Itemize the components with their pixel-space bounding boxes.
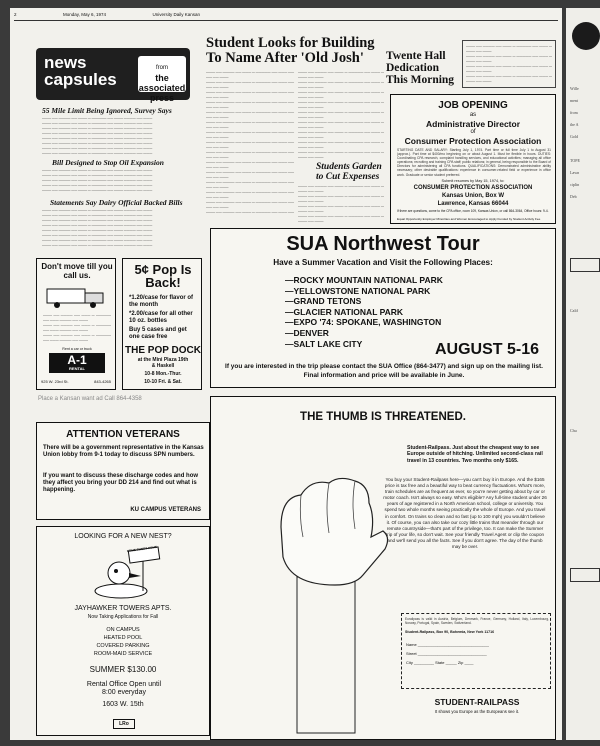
newspaper-page [10, 8, 562, 740]
side-fragment: Calif [570, 308, 578, 313]
job-of: of [470, 129, 476, 135]
source-label: the associated press [138, 73, 186, 103]
adjacent-page-strip [566, 8, 600, 740]
vets-body-1: There will be a government representative in the Kansas Union lobby from 9-1 today to discuss SPN numbers. [43, 445, 204, 458]
paper-name: University Daily Kansan [152, 12, 200, 17]
side-fragment: Lawn [570, 170, 580, 175]
rail-brand-sub: It shows you Europe as the Europeans see it. [434, 709, 520, 714]
sua-place: —DENVER [285, 327, 329, 338]
nest-name: JAYHAWKER TOWERS APTS. [74, 605, 172, 612]
apartments-ad [36, 526, 210, 736]
job-org-name: Consumer Protection Association [404, 136, 542, 146]
sua-footer: If you are interested in the trip please contact the SUA Office (864-3477) and sign up on the mailing list. Final information and price will be available in June. [225, 363, 543, 379]
car-ad-body: ▬▬▬ ▬▬ ▬▬▬▬ ▬▬ ▬▬▬ ▬ ▬▬▬▬▬ ▬▬ ▬▬▬ ▬▬▬▬ ▬▬ ▬▬▬ ▬▬▬ ▬▬ ▬▬▬▬ ▬▬ ▬▬▬ ▬ ▬▬▬▬▬ ▬▬ ▬▬▬ ▬▬▬▬ ▬▬ ▬▬▬ ▬▬▬ ▬▬ ▬▬▬▬ ▬▬ ▬▬▬ ▬ ▬▬▬▬▬ ▬▬ ▬▬▬ ▬▬▬▬ ▬▬ ▬▬▬ ▬▬▬ ▬▬ ▬▬▬▬ ▬▬ ▬▬▬ ▬ ▬▬▬▬▬ [43, 313, 111, 345]
car-rental-ad [36, 258, 116, 390]
car-ad-tag: Rent a car or truck [62, 347, 92, 351]
twente-body: ▬▬▬ ▬▬ ▬▬▬▬ ▬▬ ▬▬▬ ▬ ▬▬▬▬▬ ▬▬ ▬▬▬ ▬▬▬▬ ▬▬ ▬▬▬ ▬▬▬ ▬▬ ▬▬▬▬ ▬▬ ▬▬▬ ▬ ▬▬▬▬▬ ▬▬ ▬▬▬ ▬▬▬▬ ▬▬ ▬▬▬ ▬▬▬ ▬▬ ▬▬▬▬ ▬▬ ▬▬▬ ▬ ▬▬▬▬▬ ▬▬ ▬▬▬ ▬▬▬▬ ▬▬ ▬▬▬ ▬▬▬ ▬▬ ▬▬▬▬ ▬▬ ▬▬▬ ▬ ▬▬▬▬▬ ▬▬ ▬▬▬ ▬▬▬▬ ▬▬ ▬▬▬ [466, 44, 552, 83]
coupon-field-city[interactable]: City _________ State _____ Zip ____ [406, 660, 474, 665]
sua-subtitle: Have a Summer Vacation and Visit the Following Places: [273, 258, 493, 267]
pop-hours-1: 10-8 Mon.-Thur. [144, 371, 182, 377]
sua-dates: AUGUST 5-16 [434, 341, 539, 358]
vets-title: ATTENTION VETERANS [66, 429, 180, 440]
logo-word-news: news [44, 53, 87, 72]
nest-price: SUMMER $130.00 [89, 665, 157, 674]
rail-body: You buy your Student-Railpass here—you can't buy it in Europe. And the $165 price is tax free and a beautiful way to beat currency fluctuations. What's more, train schedules are as frequent as ever, so you're never getting about by car or motor coach. Isn't always so easy. Who's eligible? Any full-time student under 26 years of age registered in a North American school, college or university. You spend two whole months seeing practically the whole of Europe. And you travel in comfort. On trains so clean and so fast (up to 100 mph) you wouldn't believe it. Of course, you can also take our cozy little trains that meander through our remote countryside—that's part of the privilege, too. It can make the Summer trip of your life, so don't wait. See your friendly Travel Agent or clip the coupon and we'll send you all the facts. See if you don't agree. The day of the thumb may be over. [383, 477, 547, 550]
job-contact-org: CONSUMER PROTECTION ASSOCIATION [413, 185, 533, 191]
rail-lead: Student-Railpass. Just about the cheapest way to see Europe outside of hitching. Unlimited second-class rail travel in 13 countries. Two months only $165. [407, 445, 543, 464]
job-details: STARTING DATE AND SALARY: Starting July 1, 1974. Part time or full time July 1 to August 31 (approx.). Part time at $400/mo beginning on or about August 1. Must be flexible in hours. DUTIES: Coordinating CPA research, complaint handling services, and educational activities; managing all office operations; recruiting and training CPA staff; public relations; in general, being responsible to the Board of Directors for administering all CPA functions. QUALIFICATIONS: Demonstrated administrative ability necessary; other desirable qualifications: experience in consumer-related field or experience in office work. Graduate or senior student preferred. [397, 148, 551, 177]
vets-body-2: If you want to discuss these discharge codes and how they affect you bring your DD 214 and find out what is happening. [43, 473, 199, 493]
side-fragment: Chu [570, 428, 577, 433]
job-deadline: Submit resumes by May 15, 1974, to: [441, 179, 505, 183]
sua-place: —SALT LAKE CITY [285, 338, 363, 349]
side-fragment: TOPE [570, 158, 580, 163]
job-note: If there are questions, come to the CPA office, room 109, Kansas Union, or call 864-3064, Office hours: 9-4. [397, 209, 549, 213]
side-box [570, 568, 600, 582]
nest-address: 1603 W. 15th [102, 701, 144, 708]
capsule-body-1: ▬▬▬ ▬▬ ▬▬▬▬ ▬▬ ▬▬▬ ▬ ▬▬▬▬▬ ▬▬ ▬▬▬ ▬▬▬▬ ▬▬ ▬▬▬ ▬▬▬ ▬▬ ▬▬▬▬ ▬▬ ▬▬▬ ▬ ▬▬▬▬▬ ▬▬ ▬▬▬ ▬▬▬▬ ▬▬ ▬▬▬ ▬▬▬ ▬▬ ▬▬▬▬ ▬▬ ▬▬▬ ▬ ▬▬▬▬▬ ▬▬ ▬▬▬ ▬▬▬▬ ▬▬ ▬▬▬ ▬▬▬ ▬▬ ▬▬▬▬ ▬▬ ▬▬▬ ▬ ▬▬▬▬▬ ▬▬ ▬▬▬ ▬▬▬▬ ▬▬ ▬▬▬ ▬▬▬ ▬▬ ▬▬▬▬ ▬▬ ▬▬▬ ▬ ▬▬▬▬▬ ▬▬ ▬▬▬ ▬▬▬▬ ▬▬ ▬▬▬ ▬▬▬ ▬▬ ▬▬▬▬ ▬▬ ▬▬▬ ▬ ▬▬▬▬▬ ▬▬ ▬▬▬ ▬▬▬▬ ▬▬ ▬▬▬ ▬▬▬ ▬▬ ▬▬▬▬ ▬▬ ▬▬▬ ▬ ▬▬▬▬▬ ▬▬ ▬▬▬ ▬▬▬▬ ▬▬ ▬▬▬ ▬▬▬ ▬▬ ▬▬▬▬ ▬▬ ▬▬▬ ▬ ▬▬▬▬▬ ▬▬ ▬▬▬ ▬▬▬▬ ▬▬ ▬▬▬ [42, 116, 153, 155]
sua-title: SUA Northwest Tour [286, 233, 480, 255]
sua-place: —EXPO '74: SPOKANE, WASHINGTON [285, 317, 442, 328]
coupon-fields [406, 640, 489, 667]
capsule-headline-1: 55 Mile Limit Being Ignored, Survey Says [42, 106, 172, 115]
side-fragment: from [570, 110, 578, 115]
side-fragment: ciplin [570, 182, 580, 187]
sua-place: —GLACIER NATIONAL PARK [285, 306, 404, 317]
want-ad-placeholder: Place a Kansan want ad Call 864-4358 [38, 396, 142, 402]
student-railpass-ad [210, 396, 556, 740]
coupon-field-street[interactable]: Street _______________________________ [406, 651, 487, 656]
gardens-body: ▬▬▬ ▬▬ ▬▬▬▬ ▬▬ ▬▬▬ ▬ ▬▬▬▬▬ ▬▬ ▬▬▬ ▬▬▬▬ ▬▬ ▬▬▬ ▬▬▬ ▬▬ ▬▬▬▬ ▬▬ ▬▬▬ ▬ ▬▬▬▬▬ ▬▬ ▬▬▬ ▬▬▬▬ ▬▬ ▬▬▬ ▬▬▬ ▬▬ ▬▬▬▬ ▬▬ ▬▬▬ ▬ ▬▬▬▬▬ ▬▬ ▬▬▬ ▬▬▬▬ ▬▬ ▬▬▬ ▬▬▬ ▬▬ ▬▬▬▬ ▬▬ ▬▬▬ ▬ ▬▬▬▬▬ ▬▬ ▬▬▬ ▬▬▬▬ ▬▬ ▬▬▬ [298, 184, 384, 222]
main-headline: Student Looks for Building To Name After 'Old Josh' [206, 35, 375, 66]
capsule-headline-2: Bill Designed to Stop Oil Expansion [52, 158, 164, 167]
rail-coupon [401, 613, 551, 689]
sua-place: —YELLOWSTONE NATIONAL PARK [285, 285, 431, 296]
car-ad-title: Don't move till you call us. [41, 262, 113, 280]
coupon-field-name[interactable]: Name ________________________________ [406, 642, 489, 647]
pop-location: at the Mini Plaza 19th & Haskell [137, 357, 189, 369]
page-header [14, 12, 200, 17]
sua-place: —GRAND TETONS [285, 296, 362, 307]
page-number: 2 [14, 12, 17, 17]
logo-word-capsules: capsules [44, 70, 117, 89]
sua-place: —ROCKY MOUNTAIN NATIONAL PARK [285, 275, 443, 285]
sua-tour-ad [210, 228, 556, 388]
side-fragment: the A [570, 122, 579, 127]
job-opening-ad [390, 94, 556, 224]
a1-logo [49, 353, 105, 373]
main-story-col-1: ▬▬▬ ▬▬ ▬▬▬▬ ▬▬ ▬▬▬ ▬ ▬▬▬▬▬ ▬▬ ▬▬▬ ▬▬▬▬ ▬▬ ▬▬▬ ▬▬▬ ▬▬ ▬▬▬▬ ▬▬ ▬▬▬ ▬ ▬▬▬▬▬ ▬▬ ▬▬▬ ▬▬▬▬ ▬▬ ▬▬▬ ▬▬▬ ▬▬ ▬▬▬▬ ▬▬ ▬▬▬ ▬ ▬▬▬▬▬ ▬▬ ▬▬▬ ▬▬▬▬ ▬▬ ▬▬▬ ▬▬▬ ▬▬ ▬▬▬▬ ▬▬ ▬▬▬ ▬ ▬▬▬▬▬ ▬▬ ▬▬▬ ▬▬▬▬ ▬▬ ▬▬▬ ▬▬▬ ▬▬ ▬▬▬▬ ▬▬ ▬▬▬ ▬ ▬▬▬▬▬ ▬▬ ▬▬▬ ▬▬▬▬ ▬▬ ▬▬▬ ▬▬▬ ▬▬ ▬▬▬▬ ▬▬ ▬▬▬ ▬ ▬▬▬▬▬ ▬▬ ▬▬▬ ▬▬▬▬ ▬▬ ▬▬▬ ▬▬▬ ▬▬ ▬▬▬▬ ▬▬ ▬▬▬ ▬ ▬▬▬▬▬ ▬▬ ▬▬▬ ▬▬▬▬ ▬▬ ▬▬▬ ▬▬▬ ▬▬ ▬▬▬▬ ▬▬ ▬▬▬ ▬ ▬▬▬▬▬ ▬▬ ▬▬▬ ▬▬▬▬ ▬▬ ▬▬▬ ▬▬▬ ▬▬ ▬▬▬▬ ▬▬ ▬▬▬ ▬ ▬▬▬▬▬ ▬▬ ▬▬▬ ▬▬▬▬ ▬▬ ▬▬▬ ▬▬▬ ▬▬ ▬▬▬▬ ▬▬ ▬▬▬ ▬ ▬▬▬▬▬ ▬▬ ▬▬▬ ▬▬▬▬ ▬▬ ▬▬▬ ▬▬▬ ▬▬ ▬▬▬▬ ▬▬ ▬▬▬ ▬ ▬▬▬▬▬ ▬▬ ▬▬▬ ▬▬▬▬ ▬▬ ▬▬▬ ▬▬▬ ▬▬ ▬▬▬▬ ▬▬ ▬▬▬ ▬ ▬▬▬▬▬ ▬▬ ▬▬▬ ▬▬▬▬ ▬▬ ▬▬▬ ▬▬▬ ▬▬ ▬▬▬▬ ▬▬ ▬▬▬ ▬ ▬▬▬▬▬ ▬▬ ▬▬▬ ▬▬▬▬ ▬▬ ▬▬▬ ▬▬▬ ▬▬ ▬▬▬▬ ▬▬ ▬▬▬ ▬ ▬▬▬▬▬ ▬▬ ▬▬▬ ▬▬▬▬ ▬▬ ▬▬▬ ▬▬▬ ▬▬ ▬▬▬▬ ▬▬ ▬▬▬ ▬ ▬▬▬▬▬ ▬▬ ▬▬▬ ▬▬ [206, 70, 294, 214]
pop-ad-title: 5¢ Pop Is Back! [134, 262, 192, 290]
rail-title: THE THUMB IS THREATENED. [300, 411, 466, 423]
side-fragment: Wille [570, 86, 579, 91]
nest-amenity-4: ROOM-MAID SERVICE [93, 651, 153, 657]
a1-sub: RENTAL [69, 366, 85, 371]
job-title: JOB OPENING [438, 100, 508, 111]
sua-places [285, 275, 443, 349]
issue-date: Monday, May 6, 1974 [63, 12, 106, 17]
gardens-headline: Students Garden to Cut Expenses [316, 162, 382, 182]
job-role: Administrative Director [426, 119, 520, 129]
associated-press-mark [138, 56, 186, 103]
car-ad-address: 925 W. 23rd St. [41, 379, 69, 384]
nest-amenity-2: HEATED POOL [103, 635, 143, 641]
job-as: as [469, 112, 477, 118]
nest-amenity-3: COVERED PARKING [96, 643, 150, 649]
twente-box [462, 40, 556, 88]
pop-item-3: Buy 5 cases and get one case free [129, 327, 187, 340]
car-ad-phone: 843-4265 [94, 379, 111, 384]
nest-office: Rental Office Open until 8:00 everyday [86, 681, 162, 696]
pop-ad [122, 258, 202, 390]
capsule-headline-3: Statements Say Dairy Official Backed Bills [50, 198, 183, 207]
news-capsules-logo [36, 48, 190, 103]
job-addr-2: Lawrence, Kansas 66044 [437, 201, 509, 207]
coupon-address: Student-Railpass, Box 90, Bohemia, New York 11716 [405, 630, 495, 634]
rail-brand: STUDENT-RAILPASS [434, 697, 520, 707]
side-fragment: Gold [570, 134, 578, 139]
thumb-hand-illustration [271, 457, 391, 737]
nest-subtitle: Now Taking Applications for Fall [87, 614, 159, 620]
from-label: from [156, 65, 168, 71]
veterans-ad [36, 422, 210, 520]
truck-icon [45, 285, 109, 309]
vets-signature: KU CAMPUS VETERANS [130, 507, 201, 513]
pop-store-name: THE POP DOCK [125, 345, 201, 356]
side-fragment: ment [570, 98, 578, 103]
nest-logo: LRo [113, 719, 135, 729]
pop-item-2: *2.00/case for all other 10 oz. bottles [129, 311, 193, 324]
capsule-body-2: ▬▬▬ ▬▬ ▬▬▬▬ ▬▬ ▬▬▬ ▬ ▬▬▬▬▬ ▬▬ ▬▬▬ ▬▬▬▬ ▬▬ ▬▬▬ ▬▬▬ ▬▬ ▬▬▬▬ ▬▬ ▬▬▬ ▬ ▬▬▬▬▬ ▬▬ ▬▬▬ ▬▬▬▬ ▬▬ ▬▬▬ ▬▬▬ ▬▬ ▬▬▬▬ ▬▬ ▬▬▬ ▬ ▬▬▬▬▬ ▬▬ ▬▬▬ ▬▬▬▬ ▬▬ ▬▬▬ ▬▬▬ ▬▬ ▬▬▬▬ ▬▬ ▬▬▬ ▬ ▬▬▬▬▬ ▬▬ ▬▬▬ ▬▬▬▬ ▬▬ ▬▬▬ ▬▬▬ ▬▬ ▬▬▬▬ ▬▬ ▬▬▬ ▬ ▬▬▬▬▬ ▬▬ ▬▬▬ ▬▬▬▬ ▬▬ ▬▬▬ [42, 168, 153, 192]
nest-sign-text: HOME SWEET HOME [126, 544, 158, 554]
job-equal-opportunity: Equal Opportunity Employer Minorities and Women Encouraged to Apply Funded by Student Activity Fee [397, 217, 541, 221]
header-rule [14, 20, 558, 21]
side-fragment: Deb [570, 194, 577, 199]
capsule-body-3: ▬▬▬ ▬▬ ▬▬▬▬ ▬▬ ▬▬▬ ▬ ▬▬▬▬▬ ▬▬ ▬▬▬ ▬▬▬▬ ▬▬ ▬▬▬ ▬▬▬ ▬▬ ▬▬▬▬ ▬▬ ▬▬▬ ▬ ▬▬▬▬▬ ▬▬ ▬▬▬ ▬▬▬▬ ▬▬ ▬▬▬ ▬▬▬ ▬▬ ▬▬▬▬ ▬▬ ▬▬▬ ▬ ▬▬▬▬▬ ▬▬ ▬▬▬ ▬▬▬▬ ▬▬ ▬▬▬ ▬▬▬ ▬▬ ▬▬▬▬ ▬▬ ▬▬▬ ▬ ▬▬▬▬▬ ▬▬ ▬▬▬ ▬▬▬▬ ▬▬ ▬▬▬ ▬▬▬ ▬▬ ▬▬▬▬ ▬▬ ▬▬▬ ▬ ▬▬▬▬▬ ▬▬ ▬▬▬ ▬▬▬▬ ▬▬ ▬▬▬ ▬▬▬ ▬▬ ▬▬▬▬ ▬▬ ▬▬▬ ▬ ▬▬▬▬▬ ▬▬ ▬▬▬ ▬▬▬▬ ▬▬ ▬▬▬ ▬▬▬ ▬▬ ▬▬▬▬ ▬▬ ▬▬▬ ▬ ▬▬▬▬▬ ▬▬ ▬▬▬ ▬▬▬▬ ▬▬ ▬▬▬ ▬▬▬ ▬▬ ▬▬▬▬ ▬▬ ▬▬▬ ▬ ▬▬▬▬▬ ▬▬ ▬▬▬ ▬▬▬▬ ▬▬ ▬▬▬ [42, 208, 153, 247]
nest-question: LOOKING FOR A NEW NEST? [74, 533, 172, 540]
main-story-col-2: ▬▬▬ ▬▬ ▬▬▬▬ ▬▬ ▬▬▬ ▬ ▬▬▬▬▬ ▬▬ ▬▬▬ ▬▬▬▬ ▬▬ ▬▬▬ ▬▬▬ ▬▬ ▬▬▬▬ ▬▬ ▬▬▬ ▬ ▬▬▬▬▬ ▬▬ ▬▬▬ ▬▬▬▬ ▬▬ ▬▬▬ ▬▬▬ ▬▬ ▬▬▬▬ ▬▬ ▬▬▬ ▬ ▬▬▬▬▬ ▬▬ ▬▬▬ ▬▬▬▬ ▬▬ ▬▬▬ ▬▬▬ ▬▬ ▬▬▬▬ ▬▬ ▬▬▬ ▬ ▬▬▬▬▬ ▬▬ ▬▬▬ ▬▬▬▬ ▬▬ ▬▬▬ ▬▬▬ ▬▬ ▬▬▬▬ ▬▬ ▬▬▬ ▬ ▬▬▬▬▬ ▬▬ ▬▬▬ ▬▬▬▬ ▬▬ ▬▬▬ ▬▬▬ ▬▬ ▬▬▬▬ ▬▬ ▬▬▬ ▬ ▬▬▬▬▬ ▬▬ ▬▬▬ ▬▬▬▬ ▬▬ ▬▬▬ ▬▬▬ ▬▬ ▬▬▬▬ ▬▬ ▬▬▬ ▬ ▬▬▬▬▬ ▬▬ ▬▬▬ ▬▬▬▬ ▬▬ ▬▬▬ ▬▬▬ ▬▬ ▬▬▬▬ ▬▬ ▬▬▬ ▬ ▬▬▬▬▬ ▬▬ ▬▬▬ ▬▬▬▬ ▬▬ ▬▬▬ ▬▬▬ ▬▬ ▬▬▬▬ ▬▬ ▬▬▬ ▬ ▬▬▬▬▬ ▬▬ ▬▬▬ ▬▬▬▬ ▬▬ ▬▬▬ [298, 70, 384, 158]
pop-item-1: *1.20/case for flavor of the month [129, 295, 194, 308]
job-addr-1: Kansas Union, Box W [441, 193, 504, 199]
nest-amenity-1: ON CAMPUS [106, 627, 140, 633]
adjacent-logo-mark [572, 22, 600, 50]
twente-headline: Twente Hall Dedication This Morning [386, 50, 455, 86]
coupon-hint: Eurailpass is valid in Austria, Belgium, Denmark, France, Germany, Holland, Italy, Luxembourg, Norway, Portugal, Spain, Sweden, Switzerland. [405, 617, 549, 625]
pop-hours-2: 10-10 Fri. & Sat. [144, 379, 182, 385]
a1-brand: A-1 [67, 353, 87, 367]
side-box [570, 258, 600, 272]
